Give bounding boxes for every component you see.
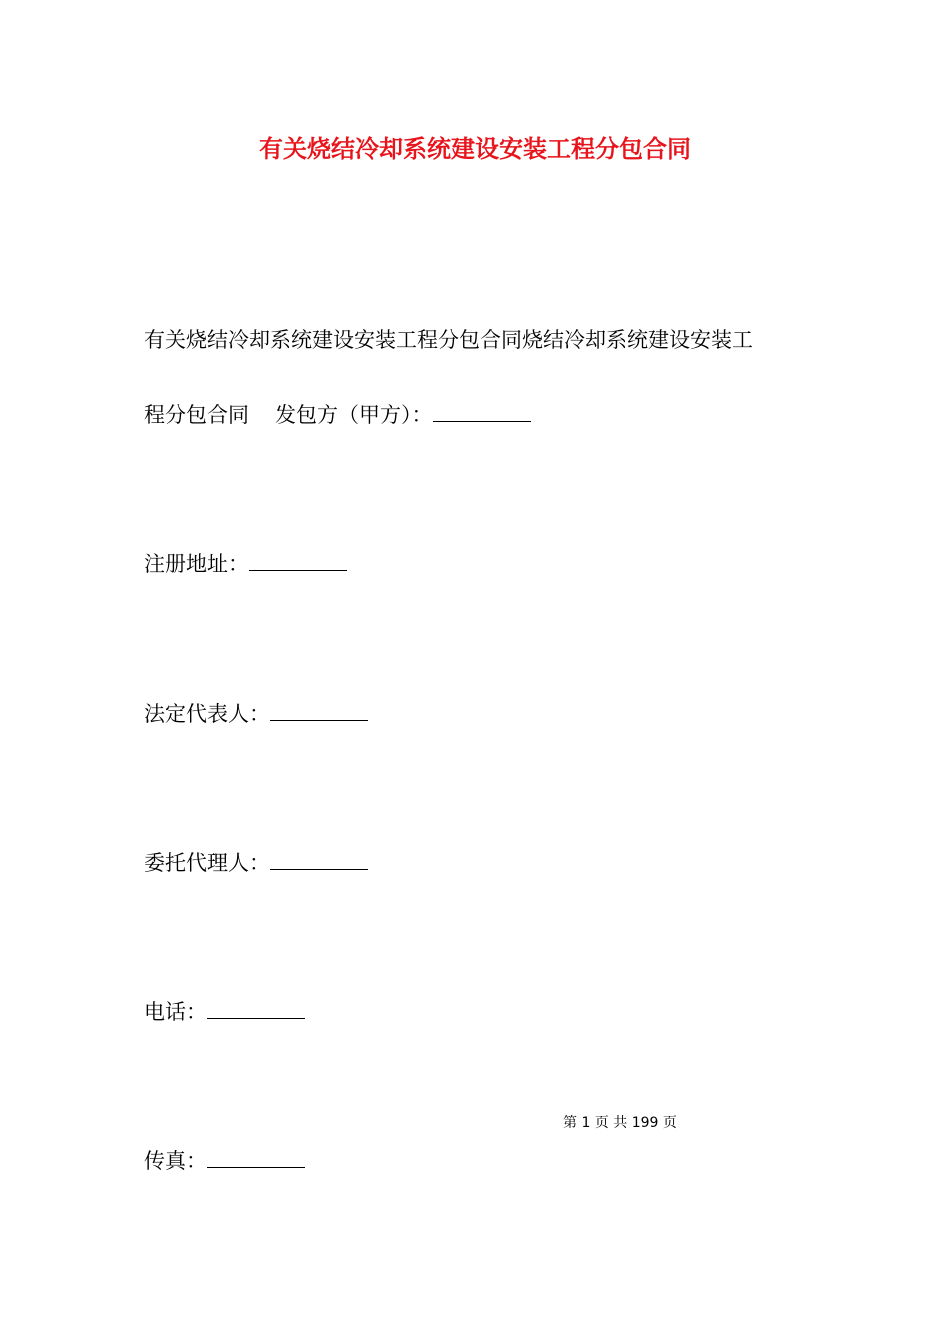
authorized-agent-label: 委托代理人： [144,851,270,875]
registered-address-label: 注册地址： [144,552,249,576]
intro-line-2 [144,400,531,430]
fax-field [144,1146,305,1176]
phone-field [144,997,305,1027]
intro-line-1: 有关烧结冷却系统建设安装工程分包合同烧结冷却系统建设安装工 [144,328,753,352]
legal-representative-field [144,699,368,729]
client-party-blank [433,401,531,422]
intro-line-2-text: 程分包合同 [144,403,249,427]
registered-address-blank [249,550,347,571]
document-title: 有关烧结冷却系统建设安装工程分包合同 [259,135,691,163]
phone-blank [207,998,305,1019]
fax-blank [207,1147,305,1168]
client-party-label: 发包方（甲方）： [275,403,433,427]
page-number: 第 1 页 共 199 页 [563,1115,677,1131]
phone-label: 电话： [144,1000,207,1024]
registered-address-field [144,549,347,579]
legal-representative-blank [270,700,368,721]
legal-representative-label: 法定代表人： [144,702,270,726]
fax-label: 传真： [144,1149,207,1173]
authorized-agent-field [144,848,368,878]
authorized-agent-blank [270,849,368,870]
